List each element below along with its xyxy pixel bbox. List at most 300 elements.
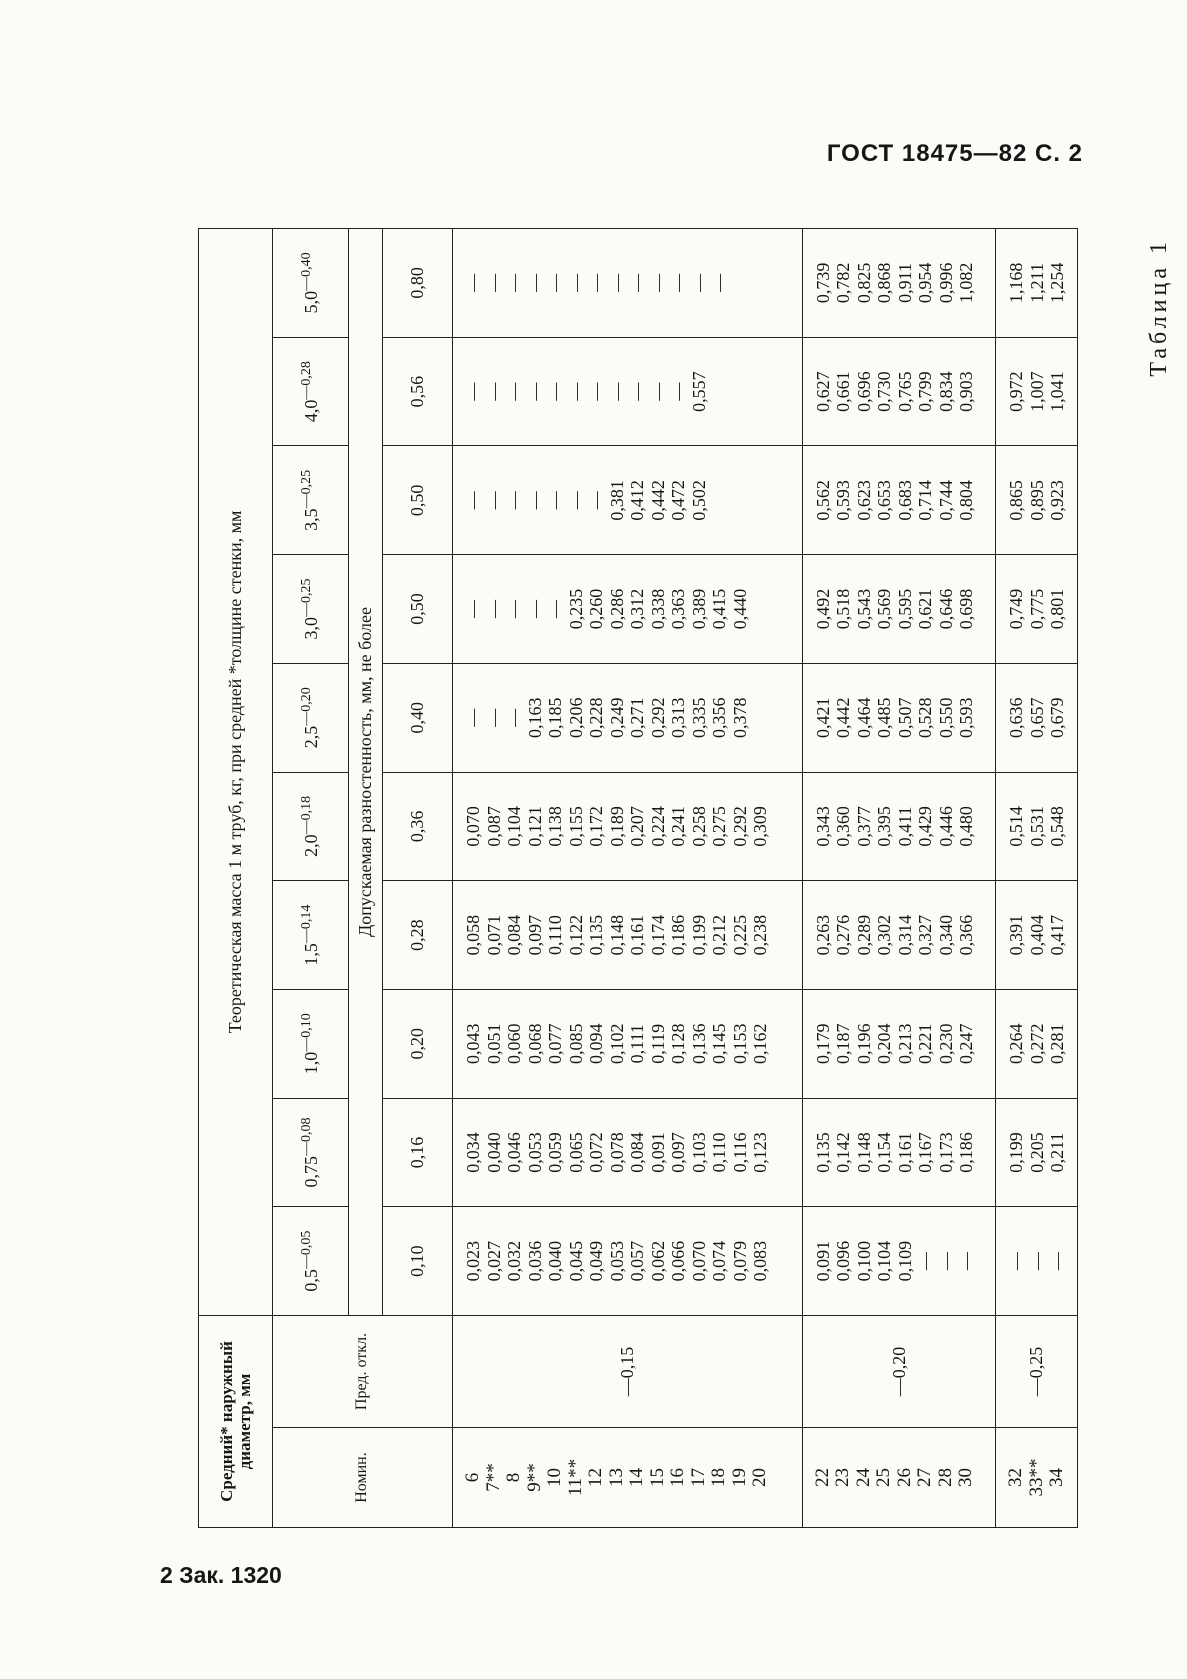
mass-value: 0,138 <box>545 806 565 847</box>
mass-value: 0,249 <box>606 697 627 738</box>
mass-value: — <box>524 382 545 401</box>
mass-value: 0,087 <box>483 806 504 847</box>
mass-value: 0,801 <box>1047 588 1068 630</box>
mass-value: 0,084 <box>627 1132 647 1173</box>
mass-value: 0,636 <box>1006 697 1027 738</box>
mass-value: 0,077 <box>545 1023 565 1065</box>
mass-column-cell <box>453 555 803 664</box>
mass-value: 0,110 <box>709 1132 729 1173</box>
mass-value: 0,730 <box>874 371 895 412</box>
mass-value: 0,084 <box>504 914 524 956</box>
mass-value: 0,954 <box>915 262 936 304</box>
mass-value: 0,186 <box>956 1132 977 1173</box>
mass-value: 0,173 <box>935 1132 956 1173</box>
mass-value: 0,404 <box>1026 914 1047 956</box>
mass-value: 0,148 <box>853 1132 874 1173</box>
mass-value: 0,046 <box>504 1132 524 1173</box>
mass-value: 0,104 <box>504 806 524 847</box>
mass-value: 0,464 <box>853 697 874 738</box>
mass-value: 0,109 <box>894 1240 915 1282</box>
nominal-diameter: 7** <box>482 1463 504 1492</box>
mass-value: 0,096 <box>833 1240 854 1282</box>
deviation-cell: —0,20 <box>802 1315 995 1427</box>
mass-value: 0,623 <box>853 480 874 521</box>
mass-value: 0,627 <box>812 371 833 412</box>
table-row-group <box>453 229 803 1528</box>
wall-variation-header: Допускаемая разностенность, мм, не более <box>349 229 383 1316</box>
thickness-value: 0,75 <box>301 1155 322 1188</box>
mass-value: 0,110 <box>545 915 565 955</box>
mass-value: 1,082 <box>956 262 977 304</box>
mass-value: — <box>504 600 524 619</box>
mass-value: 0,221 <box>915 1023 936 1065</box>
mass-value: 0,744 <box>935 480 956 521</box>
mass-value: 0,070 <box>688 1240 709 1282</box>
mass-value: 0,593 <box>833 480 854 521</box>
mass-value: 0,923 <box>1047 480 1068 521</box>
thickness-header-5 <box>273 663 349 772</box>
thickness-tolerance: —0,40 <box>299 252 315 291</box>
deviation-cell: —0,25 <box>996 1315 1078 1427</box>
mass-value: 0,187 <box>833 1023 854 1065</box>
table-row-group <box>802 229 995 1528</box>
mass-value: 0,661 <box>833 371 854 412</box>
nominal-diameter: 19 <box>728 1468 750 1487</box>
mass-value: 0,289 <box>853 914 874 956</box>
mass-value: 0,074 <box>709 1240 729 1282</box>
wall-variation-value-0: 0,10 <box>383 1207 453 1316</box>
footer-order-number: 2 Зак. 1320 <box>160 1562 282 1588</box>
mass-column-cell <box>996 663 1078 772</box>
nominal-diameter: 16 <box>667 1468 688 1487</box>
nominal-diameter: 14 <box>626 1468 647 1487</box>
nominal-diameter: 34 <box>1046 1468 1068 1487</box>
thickness-header-1 <box>273 1098 349 1207</box>
thickness-header-3 <box>273 881 349 990</box>
table-row-group <box>996 229 1078 1528</box>
thickness-header-9 <box>273 229 349 338</box>
mass-value: — <box>1047 1252 1068 1271</box>
mass-value: 0,206 <box>565 697 586 738</box>
thickness-tolerance: —0,18 <box>299 795 315 835</box>
mass-value: 0,276 <box>833 914 854 956</box>
mass-value: 0,286 <box>606 588 627 630</box>
mass-value: — <box>956 1252 977 1271</box>
mass-value: 0,363 <box>668 588 688 630</box>
mass-value: 0,996 <box>935 262 956 304</box>
mass-value: 0,389 <box>688 588 709 630</box>
mass-value: — <box>483 708 504 727</box>
nominal-diameter: 20 <box>749 1468 770 1487</box>
mass-value: 0,079 <box>729 1240 750 1282</box>
mass-value: — <box>915 1252 936 1271</box>
thickness-tolerance: —0,05 <box>299 1230 315 1270</box>
mass-value: 0,653 <box>874 480 895 521</box>
mass-value: — <box>586 382 606 401</box>
mass-column-cell <box>453 229 803 338</box>
mass-column-cell <box>996 229 1078 338</box>
mass-value: — <box>524 600 545 619</box>
mass-value: — <box>586 273 606 292</box>
mass-value: 0,207 <box>627 806 647 847</box>
mass-value: 0,440 <box>729 588 750 630</box>
mass-value: 0,094 <box>586 1023 606 1065</box>
mass-value: 0,480 <box>956 806 977 847</box>
mass-value: 1,211 <box>1026 262 1047 303</box>
mass-value: 0,225 <box>729 914 750 956</box>
mass-value: 0,263 <box>812 914 833 956</box>
mass-value: 0,057 <box>627 1240 647 1282</box>
mass-value: 0,068 <box>524 1023 545 1065</box>
mass-value: 0,825 <box>853 262 874 304</box>
thickness-value: 5,0 <box>301 290 322 314</box>
mass-column-cell <box>996 555 1078 664</box>
thickness-header-2 <box>273 989 349 1098</box>
mass-value: 0,472 <box>668 480 688 521</box>
mass-column-cell <box>453 1098 803 1207</box>
mass-value: — <box>586 491 606 510</box>
nominal-diameter: 12 <box>585 1468 606 1487</box>
mass-value: 0,378 <box>729 697 750 738</box>
mass-value: — <box>463 600 483 619</box>
mass-column-cell <box>996 1207 1078 1316</box>
mass-column-cell <box>996 772 1078 881</box>
mass-value: — <box>483 273 504 292</box>
mass-column-cell <box>802 229 995 338</box>
thickness-tolerance: —0,20 <box>299 687 315 726</box>
mass-value: 0,213 <box>894 1023 915 1065</box>
thickness-header-6 <box>273 555 349 664</box>
thickness-value: 3,0 <box>301 617 322 640</box>
mass-value: 0,136 <box>688 1023 709 1065</box>
mass-value: 0,562 <box>812 480 833 521</box>
mass-value: 0,429 <box>915 806 936 847</box>
wall-variation-value-5: 0,40 <box>383 663 453 772</box>
mass-value: 0,258 <box>688 806 709 847</box>
mass-value: — <box>463 491 483 510</box>
nominal-diameter: 25 <box>873 1468 895 1487</box>
mass-value: — <box>545 600 565 619</box>
mass-column-cell <box>802 881 995 990</box>
mass-value: — <box>627 273 647 292</box>
nominal-column <box>453 1428 803 1528</box>
mass-value: 0,085 <box>565 1023 586 1065</box>
mass-value: 0,309 <box>750 806 770 847</box>
mass-column-cell <box>453 337 803 446</box>
mass-value: 0,145 <box>709 1023 729 1065</box>
mass-value: 0,514 <box>1006 806 1027 847</box>
mass-value: 0,179 <box>812 1023 833 1065</box>
mass-value: 0,442 <box>833 697 854 738</box>
mass-value: 0,097 <box>524 914 545 956</box>
mass-value: 0,696 <box>853 371 874 412</box>
mass-value: 0,775 <box>1026 588 1047 630</box>
mass-value: 0,411 <box>894 806 915 847</box>
mass-value: 0,066 <box>668 1240 688 1282</box>
mass-value: 0,078 <box>606 1132 627 1173</box>
nominal-diameter: 27 <box>914 1468 936 1487</box>
mass-value: 0,185 <box>545 697 565 738</box>
mass-value: 0,531 <box>1026 806 1047 847</box>
mass-value: 0,032 <box>504 1240 524 1282</box>
mass-value: 0,163 <box>524 697 545 738</box>
mass-value: — <box>504 491 524 510</box>
mass-value: 0,340 <box>935 914 956 956</box>
mass-value: 0,593 <box>956 697 977 738</box>
nominal-diameter: 32 <box>1005 1468 1027 1487</box>
mass-value: 0,275 <box>709 806 729 847</box>
mass-value: 0,135 <box>586 914 606 956</box>
mass-table <box>198 228 1078 1528</box>
mass-value: 0,272 <box>1026 1023 1047 1065</box>
mass-value: 0,868 <box>874 262 895 304</box>
mass-value: — <box>1006 1252 1027 1271</box>
mass-value: 0,260 <box>586 588 606 630</box>
mass-value: 0,302 <box>874 914 895 956</box>
wall-variation-value-2: 0,20 <box>383 989 453 1098</box>
nominal-diameter: 22 <box>811 1468 833 1487</box>
table-caption: Таблица 1 <box>1146 238 1172 377</box>
deviation-header: Пред. откл. <box>273 1315 453 1427</box>
mass-value: 0,446 <box>935 806 956 847</box>
mass-column-cell <box>996 1098 1078 1207</box>
mass-value: 0,040 <box>545 1240 565 1282</box>
mass-value: 0,569 <box>874 588 895 630</box>
mass-value: — <box>709 273 729 292</box>
thickness-tolerance: —0,28 <box>299 361 315 400</box>
mass-value: 0,128 <box>668 1023 688 1065</box>
mass-value: — <box>606 382 627 401</box>
mass-value: 0,911 <box>894 262 915 303</box>
nominal-diameter: 28 <box>934 1468 956 1487</box>
mass-column-cell <box>802 989 995 1098</box>
mass-value: — <box>565 382 586 401</box>
thickness-tolerance: —0,25 <box>299 469 315 509</box>
mass-value: 0,161 <box>894 1132 915 1173</box>
thickness-tolerance: —0,10 <box>299 1013 315 1052</box>
mass-column-cell <box>996 881 1078 990</box>
mass-column-cell <box>802 1098 995 1207</box>
mass-value: — <box>504 382 524 401</box>
mass-value: 1,254 <box>1047 262 1068 304</box>
mass-value: 0,196 <box>853 1023 874 1065</box>
mass-value: — <box>647 273 668 292</box>
mass-value: — <box>524 491 545 510</box>
mass-column-cell <box>453 1207 803 1316</box>
nominal-diameter: 23 <box>832 1468 854 1487</box>
mass-value: 0,121 <box>524 806 545 847</box>
nominal-diameter: 17 <box>687 1468 709 1487</box>
mass-value: — <box>647 382 668 401</box>
nominal-diameter: 13 <box>605 1468 627 1487</box>
mass-value: 0,135 <box>812 1132 833 1173</box>
mass-column-cell <box>802 772 995 881</box>
mass-value: 0,550 <box>935 697 956 738</box>
mass-value: — <box>688 273 709 292</box>
mass-value: 0,834 <box>935 371 956 412</box>
mass-column-cell <box>996 446 1078 555</box>
mass-value: 0,045 <box>565 1240 586 1282</box>
mass-value: 0,036 <box>524 1240 545 1282</box>
mass-value: 0,621 <box>915 588 936 630</box>
deviation-cell: —0,15 <box>453 1315 803 1427</box>
mass-value: 0,083 <box>750 1240 770 1282</box>
mass-value: 1,168 <box>1006 262 1027 304</box>
mass-value: 0,053 <box>524 1132 545 1173</box>
mass-value: 0,657 <box>1026 697 1047 738</box>
mass-value: 0,172 <box>586 806 606 847</box>
mass-value: 0,415 <box>709 588 729 630</box>
mass-value: 0,162 <box>750 1023 770 1065</box>
nominal-column <box>802 1428 995 1528</box>
mass-value: 0,100 <box>853 1240 874 1282</box>
diameter-header: Средний* наружный диаметр, мм <box>199 1315 273 1527</box>
mass-value: 0,412 <box>627 480 647 521</box>
mass-value: 0,148 <box>606 914 627 956</box>
mass-value: 0,247 <box>956 1023 977 1065</box>
mass-value: 0,238 <box>750 914 770 956</box>
mass-value: 0,241 <box>668 806 688 847</box>
mass-value: 0,338 <box>647 588 668 630</box>
mass-value: 0,040 <box>483 1132 504 1173</box>
mass-value: 0,230 <box>935 1023 956 1065</box>
wall-variation-value-1: 0,16 <box>383 1098 453 1207</box>
mass-value: 0,292 <box>647 697 668 738</box>
thickness-tolerance: —0,08 <box>299 1117 315 1156</box>
mass-value: 0,739 <box>812 262 833 304</box>
mass-value: — <box>463 382 483 401</box>
mass-value: 0,053 <box>606 1240 627 1282</box>
mass-value: 0,111 <box>627 1024 647 1064</box>
mass-value: 0,065 <box>565 1132 586 1173</box>
wall-variation-value-8: 0,56 <box>383 337 453 446</box>
nominal-header: Номин. <box>273 1428 453 1528</box>
mass-value: 0,204 <box>874 1023 895 1065</box>
mass-column-cell <box>453 989 803 1098</box>
mass-value: 0,155 <box>565 806 586 847</box>
mass-value: 0,312 <box>627 588 647 630</box>
mass-value: 0,360 <box>833 806 854 847</box>
mass-value: 0,356 <box>709 697 729 738</box>
mass-value: — <box>483 382 504 401</box>
mass-value: 0,714 <box>915 480 936 521</box>
mass-value: — <box>463 273 483 292</box>
nominal-diameter: 33** <box>1025 1458 1047 1497</box>
mass-value: 0,271 <box>627 697 647 738</box>
mass-value: — <box>627 382 647 401</box>
mass-value: 0,051 <box>483 1023 504 1065</box>
mass-value: 0,391 <box>1006 914 1027 956</box>
mass-value: 0,395 <box>874 806 895 847</box>
mass-value: 0,421 <box>812 697 833 738</box>
mass-value: 0,228 <box>586 697 606 738</box>
thickness-value: 1,0 <box>301 1051 322 1075</box>
mass-value: 0,698 <box>956 588 977 630</box>
mass-value: 0,034 <box>463 1132 483 1173</box>
mass-value: 0,103 <box>688 1132 709 1173</box>
mass-value: 0,043 <box>463 1023 483 1065</box>
mass-value: 0,972 <box>1006 371 1027 412</box>
mass-value: 0,072 <box>586 1132 606 1173</box>
mass-value: 0,507 <box>894 697 915 738</box>
thickness-value: 2,0 <box>301 834 322 857</box>
mass-value: 0,548 <box>1047 806 1068 847</box>
mass-column-cell <box>453 446 803 555</box>
mass-value: 0,492 <box>812 588 833 630</box>
mass-value: — <box>504 708 524 727</box>
mass-value: 0,485 <box>874 697 895 738</box>
mass-value: 0,235 <box>565 588 586 630</box>
mass-value: 0,903 <box>956 371 977 412</box>
mass-value: 0,749 <box>1006 588 1027 630</box>
mass-column-cell <box>802 555 995 664</box>
mass-value: 1,007 <box>1026 371 1047 412</box>
mass-value: 0,104 <box>874 1240 895 1282</box>
mass-value: 0,895 <box>1026 480 1047 521</box>
mass-value: 0,543 <box>853 588 874 630</box>
mass-value: 0,167 <box>915 1132 936 1173</box>
wall-variation-value-9: 0,80 <box>383 229 453 338</box>
mass-value: 0,264 <box>1006 1023 1027 1065</box>
thickness-value: 2,5 <box>301 725 322 749</box>
mass-value: 0,595 <box>894 588 915 630</box>
mass-value: — <box>606 273 627 292</box>
mass-value: — <box>483 600 504 619</box>
nominal-diameter: 10 <box>544 1468 565 1487</box>
mass-value: — <box>545 382 565 401</box>
mass-value: 0,142 <box>833 1132 854 1173</box>
nominal-diameter: 15 <box>646 1468 668 1487</box>
thickness-tolerance: —0,25 <box>299 578 315 618</box>
mass-value: 0,186 <box>668 914 688 956</box>
mass-value: 0,161 <box>627 914 647 956</box>
nominal-diameter: 18 <box>708 1468 729 1487</box>
mass-column-cell <box>453 881 803 990</box>
mass-column-cell <box>453 663 803 772</box>
mass-value: 0,060 <box>504 1023 524 1065</box>
thickness-value: 3,5 <box>301 508 322 531</box>
wall-variation-value-7: 0,50 <box>383 446 453 555</box>
nominal-column <box>996 1428 1078 1528</box>
mass-value: — <box>463 708 483 727</box>
mass-value: 0,153 <box>729 1023 750 1065</box>
mass-value: 0,417 <box>1047 914 1068 956</box>
mass-value: 0,199 <box>688 914 709 956</box>
mass-value: 0,119 <box>647 1023 668 1064</box>
mass-value: 0,070 <box>463 806 483 847</box>
mass-value: — <box>935 1252 956 1271</box>
mass-column-cell <box>802 337 995 446</box>
mass-value: 0,314 <box>894 914 915 956</box>
thickness-header-0 <box>273 1207 349 1316</box>
mass-value: 0,528 <box>915 697 936 738</box>
mass-value: — <box>483 491 504 510</box>
mass-value: 0,123 <box>750 1132 770 1173</box>
thickness-value: 4,0 <box>301 399 322 423</box>
mass-value: 0,091 <box>812 1240 833 1282</box>
mass-value: — <box>1026 1252 1047 1271</box>
wall-variation-value-4: 0,36 <box>383 772 453 881</box>
mass-value: 0,062 <box>647 1240 668 1282</box>
mass-value: 0,381 <box>606 480 627 521</box>
mass-value: — <box>565 491 586 510</box>
thickness-header-7 <box>273 446 349 555</box>
mass-value: — <box>504 273 524 292</box>
mass-value: 0,865 <box>1006 480 1027 521</box>
mass-value: 0,502 <box>688 480 709 521</box>
mass-value: 0,023 <box>463 1240 483 1282</box>
mass-value: 0,027 <box>483 1240 504 1282</box>
